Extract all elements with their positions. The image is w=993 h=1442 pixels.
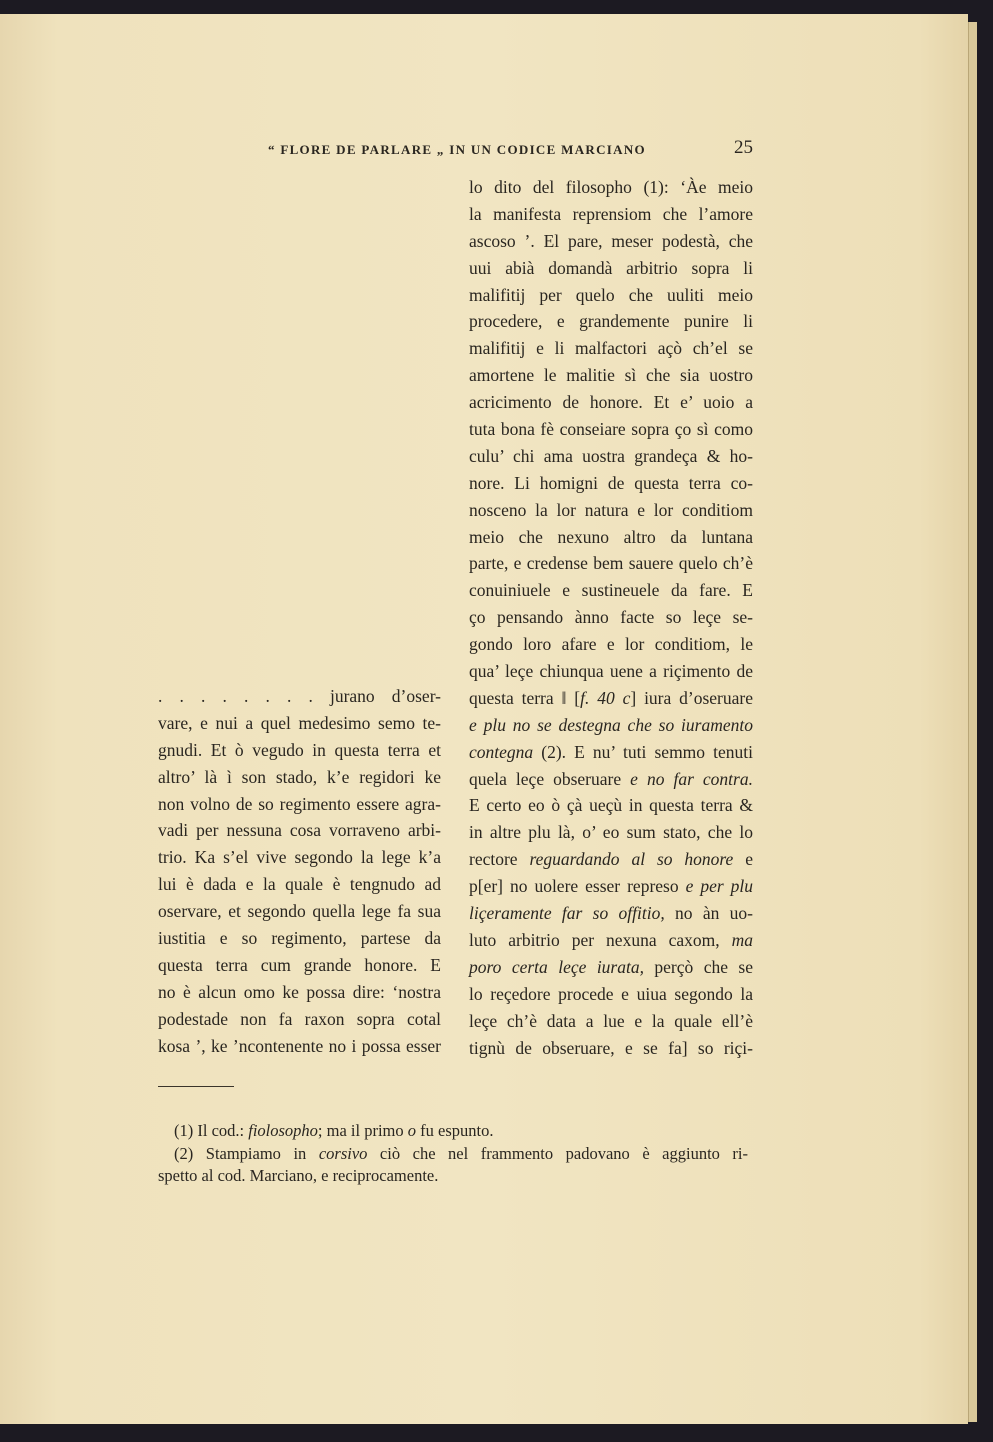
italic-text: contegna xyxy=(469,741,534,762)
text: lo reçedore procede e uiua segondo la xyxy=(469,983,753,1004)
text: culu’ chi ama uostra grandeça & ho- xyxy=(469,445,753,466)
footnote-rule xyxy=(158,1086,234,1087)
text-line xyxy=(469,228,753,255)
text: e xyxy=(733,849,753,870)
footnote-2-continued: spetto al cod. Marciano, e reciprocamente. xyxy=(158,1166,439,1185)
text: perçò che se xyxy=(643,956,753,977)
right-column-text xyxy=(469,174,753,1061)
text-line xyxy=(469,255,753,282)
italic-text: ma xyxy=(731,929,753,950)
text-line: podestade non fa raxon sopra cotal xyxy=(158,1008,441,1029)
text: leçe ch’è data a lue e la quale ell’è xyxy=(469,1010,753,1031)
text-line xyxy=(469,550,753,577)
page-number: 25 xyxy=(734,137,753,158)
text: conuiniuele e sustineuele da fare. E xyxy=(469,580,753,601)
text: procedere, e grandemente punire li xyxy=(469,311,753,332)
text: ço pensando ànno facte so leçe se- xyxy=(469,607,753,628)
text-line xyxy=(469,497,753,524)
text-line xyxy=(469,1008,753,1035)
text: ] iura d’oseruare xyxy=(630,687,753,708)
footnote-text: (1) Il cod.: xyxy=(174,1121,249,1140)
text-line xyxy=(469,685,753,712)
italic-text: e per plu xyxy=(685,876,753,897)
text-line: iustitia e so regimento, partese da xyxy=(158,928,441,949)
text-line: vare, e nui a quel medesimo semo te- xyxy=(158,712,441,733)
text-line: non volno de so regimento essere agra- xyxy=(158,793,441,814)
text-line xyxy=(469,873,753,900)
text: malifitij per quelo che uuliti meio xyxy=(469,284,753,305)
text-line: oservare, et segondo quella lege fa sua xyxy=(158,901,441,922)
text: questa terra ‖ [ xyxy=(469,687,581,708)
text-line xyxy=(469,712,753,739)
text-line xyxy=(469,900,753,927)
text: amortene le malitie sì che sia uostro xyxy=(469,365,753,386)
text: nore. Li homigni de questa terra co- xyxy=(469,472,753,493)
text-line xyxy=(469,282,753,309)
text-line: . . . . . . . . jurano d’oser- xyxy=(158,686,441,706)
text: (2). E nu’ tuti semmo tenuti xyxy=(533,741,753,762)
text: uui abià domandà arbitrio sopra li xyxy=(469,257,753,278)
text-line xyxy=(469,577,753,604)
page-header xyxy=(268,139,753,161)
text-line xyxy=(469,981,753,1008)
text: qua’ leçe chiunqua uene a riçimento de xyxy=(469,661,753,682)
text-line xyxy=(469,470,753,497)
text: tuta bona fè conseiare sopra ço sì como xyxy=(469,419,753,440)
text: tignù de obseruare, e se fa] so riçi- xyxy=(469,1037,753,1058)
text: gondo loro afare e lor conditiom, le xyxy=(469,634,753,655)
footnotes xyxy=(158,1120,748,1188)
text-line xyxy=(469,389,753,416)
text-line xyxy=(469,792,753,819)
text-line xyxy=(469,954,753,981)
text: E certo eo ò çà ueçù in questa terra & xyxy=(469,795,753,816)
text-line xyxy=(469,927,753,954)
text: quela leçe obseruare xyxy=(469,768,631,789)
text-line xyxy=(469,819,753,846)
text-line: lui è dada e la quale è tengnudo ad xyxy=(158,874,441,895)
text: p[er] no uolere esser represo xyxy=(469,876,686,897)
text-line xyxy=(469,308,753,335)
footnote-text: ciò che nel frammento padovano è aggiunto ri- xyxy=(367,1143,749,1163)
text-line: gnudi. Et ò vegudo in questa terra et xyxy=(158,739,441,760)
text-line xyxy=(469,766,753,793)
italic-text: e plu no se destegna che so iuramento xyxy=(469,714,753,735)
footnote-italic: corsivo xyxy=(318,1143,368,1163)
text: in altre plu là, o’ eo sum stato, che lo xyxy=(469,822,753,843)
text-line xyxy=(469,524,753,551)
text: luto arbitrio per nexuna caxom, xyxy=(469,929,732,950)
footnote-text: (2) Stampiamo in xyxy=(174,1143,319,1163)
italic-text: reguardando al so honore xyxy=(529,849,734,870)
text: rectore xyxy=(469,849,530,870)
footnote-italic: fiolosopho xyxy=(248,1121,318,1140)
text-line: altro’ là ì son stado, k’e regidori ke xyxy=(158,766,441,787)
text-line: trio. Ka s’el vive segondo la lege k’a xyxy=(158,847,441,868)
text-line xyxy=(469,201,753,228)
text-line xyxy=(469,362,753,389)
left-column-text xyxy=(158,683,441,1059)
italic-text: f. 40 c xyxy=(580,687,631,708)
text: malifitij e li malfactori açò ch’el se xyxy=(469,338,753,359)
running-title: “ FLORE DE PARLARE „ IN UN CODICE MARCIANO xyxy=(268,142,646,157)
text-line xyxy=(469,443,753,470)
text-line: no è alcun omo ke possa dire: ‘nostra xyxy=(158,981,441,1002)
text: parte, e credense bem sauere quelo ch’è xyxy=(469,553,753,574)
text-line xyxy=(469,416,753,443)
italic-text: e no far contra. xyxy=(630,768,753,789)
text-line xyxy=(469,739,753,766)
text-line xyxy=(469,174,753,201)
text-line: vadi per nessuna cosa vorraveno arbi- xyxy=(158,820,441,841)
footnote-text: fu espunto. xyxy=(416,1121,494,1140)
text: la manifesta reprensiom che l’amore xyxy=(469,203,753,224)
text: nosceno la lor natura e lor conditiom xyxy=(469,499,753,520)
text-line xyxy=(469,335,753,362)
text: lo dito del filosopho (1): ‘Àe meio xyxy=(469,177,753,197)
text-line xyxy=(469,604,753,631)
footnote-text: ; ma il primo xyxy=(317,1121,408,1140)
text: meio che nexuno altro da luntana xyxy=(469,526,753,547)
text-line: questa terra cum grande honore. E xyxy=(158,954,441,975)
text-line xyxy=(469,658,753,685)
footnote-1 xyxy=(158,1120,748,1143)
italic-text: poro certa leçe iurata, xyxy=(469,956,644,977)
text: ascoso ’. El pare, meser podestà, che xyxy=(469,230,753,251)
text-line xyxy=(469,1035,753,1062)
italic-text: liçeramente far so offitio, xyxy=(469,903,665,924)
page-edge xyxy=(968,22,977,1422)
text-line: kosa ’, ke ’ncontenente no i possa esser xyxy=(158,1035,441,1056)
text: acricimento de honore. Et e’ uoio a xyxy=(469,392,753,413)
text: no àn uo- xyxy=(664,903,753,924)
text-line xyxy=(469,631,753,658)
footnote-italic: o xyxy=(407,1121,416,1140)
footnote-2 xyxy=(158,1143,748,1166)
text-line xyxy=(469,846,753,873)
